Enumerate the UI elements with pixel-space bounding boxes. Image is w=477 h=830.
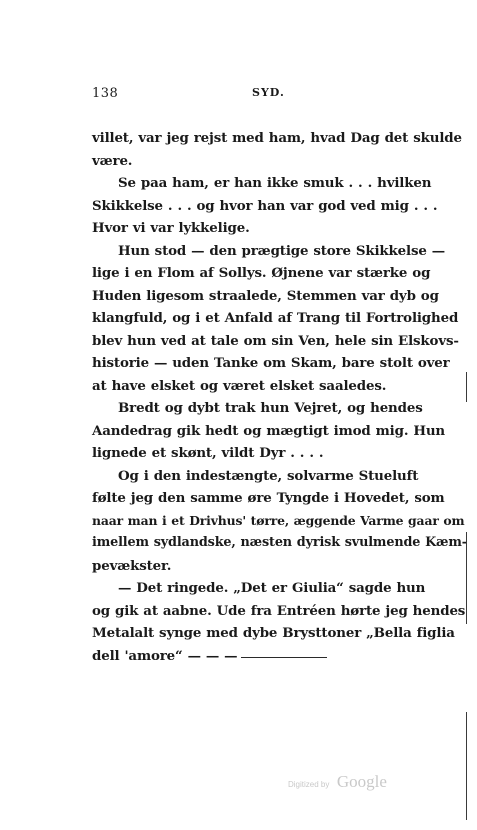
watermark-prefix: Digitized by: [288, 780, 330, 789]
text-line: følte jeg den samme øre Tyngde i Hovedet, som: [92, 490, 445, 506]
text-line: Aandedrag gik hedt og mægtigt imod mig. Hun: [92, 422, 446, 439]
text-line: Hvor vi var lykkelige.: [92, 220, 250, 236]
text-line: blev hun ved at tale om sin Ven, hele sin Elskovs-: [92, 332, 459, 349]
text-line: lignede et skønt, vildt Dyr . . . .: [92, 445, 324, 461]
digitized-watermark: [288, 772, 387, 792]
text-line: klangfuld, og i et Anfald af Trang til Fortrolighed: [92, 310, 459, 326]
margin-line: [466, 712, 467, 820]
text-line: dell 'amore“ — — —: [92, 647, 238, 664]
text-line: lige i en Flom af Sollys. Øjnene var stærke og: [92, 265, 431, 281]
margin-line: [466, 372, 467, 402]
text-line: Bredt og dybt trak hun Vejret, og hendes: [118, 400, 423, 416]
text-line: og gik at aabne. Ude fra Entréen hørte jeg hendes: [92, 602, 466, 619]
text-line: — Det ringede. „Det er Giulia“ sagde hun: [118, 580, 426, 596]
text-line: naar man i et Drivhus' tørre, æggende Varme gaar om: [92, 512, 465, 528]
google-logo: Google: [336, 772, 387, 791]
running-head: SYD.: [252, 86, 285, 99]
text-line: være.: [92, 152, 133, 169]
body-text: [92, 127, 470, 667]
margin-line: [466, 532, 467, 624]
page-header: [92, 86, 464, 106]
text-line: Og i den indestængte, solvarme Stueluft: [118, 467, 419, 484]
text-line: imellem sydlandske, næsten dyrisk svulmende Kæm-: [92, 535, 467, 550]
text-line: Hun stod — den prægtige store Skikkelse —: [118, 242, 446, 259]
end-rule: [241, 657, 327, 658]
text-line: Huden ligesom straalede, Stemmen var dyb og: [92, 287, 439, 304]
text-line: pevækster.: [92, 557, 172, 574]
text-line: Metalalt synge med dybe Brysttoner „Bella figlia: [92, 625, 455, 641]
text-line: historie — uden Tanke om Skam, bare stolt over: [92, 355, 450, 371]
page-number: 138: [92, 86, 119, 101]
text-line: Skikkelse . . . og hvor han var god ved mig . . .: [92, 197, 438, 214]
text-line: villet, var jeg rejst med ham, hvad Dag det skulde: [92, 130, 462, 146]
text-line: Se paa ham, er han ikke smuk . . . hvilken: [118, 175, 432, 191]
text-line: at have elsket og været elsket saaledes.: [92, 377, 387, 394]
